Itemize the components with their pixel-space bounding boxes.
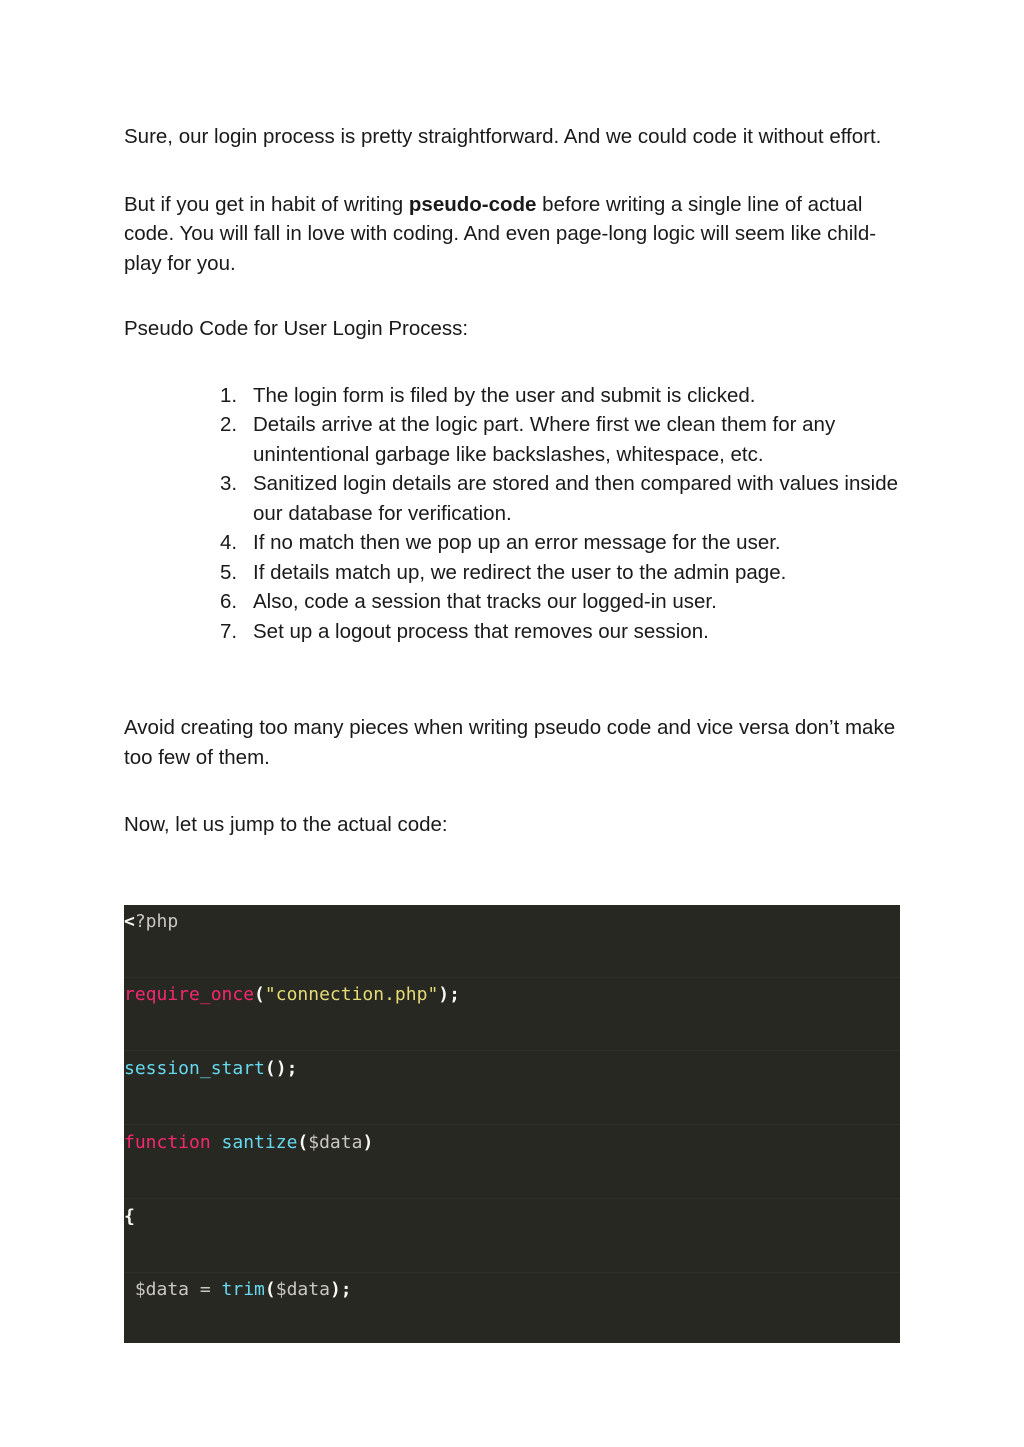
code-line-5 (124, 1200, 900, 1273)
list-item-text: Also, code a session that tracks our logged-in user. (253, 590, 717, 613)
code-token: ( (264, 1279, 276, 1300)
list-item-number: 3. (220, 472, 238, 495)
list-item (220, 410, 900, 469)
code-token: { (124, 1206, 135, 1227)
code-token: ?php (134, 911, 179, 932)
list-item-text: Set up a logout process that removes our session. (253, 619, 709, 643)
code-token: require_once (124, 984, 255, 1005)
code-token: ( (254, 984, 265, 1005)
list-item-number: 2. (220, 413, 238, 436)
list-item-number: 4. (220, 531, 238, 554)
code-token: (); (264, 1058, 298, 1079)
list-item-text: Details arrive at the logic part. Where first we clean them for any unintentional garbage like backslashes, whitespace, etc. (253, 413, 836, 466)
list-item-text: If no match then we pop up an error message for the user. (253, 531, 781, 554)
advice-paragraph: Avoid creating too many pieces when writing pseudo code and vice versa don’t make too few of them. (124, 716, 896, 769)
code-token: function (124, 1132, 211, 1153)
list-item-number: 5. (220, 560, 238, 584)
code-token: ); (438, 984, 460, 1005)
code-token: $data (275, 1279, 330, 1300)
list-item (220, 617, 900, 647)
pseudo-code-heading: Pseudo Code for User Login Process: (124, 317, 469, 340)
code-token: < (124, 911, 135, 932)
list-item (220, 558, 900, 588)
code-line-4 (124, 1126, 900, 1199)
list-item-text: Sanitized login details are stored and then compared with values inside our database for verification. (253, 472, 898, 525)
code-line-1 (124, 905, 900, 978)
list-item (220, 469, 900, 528)
code-line-3 (124, 1052, 900, 1125)
list-item (220, 528, 900, 558)
document-body (124, 122, 900, 840)
list-item-text: If details match up, we redirect the user to the admin page. (253, 560, 787, 584)
intro-paragraph: Sure, our login process is pretty straightforward. And we could code it without effort. (124, 125, 882, 148)
code-token: session_start (124, 1058, 265, 1079)
code-line-6 (124, 1273, 900, 1346)
pseudo-code-text-before: But if you get in habit of writing (124, 192, 409, 216)
login-steps-list (124, 381, 900, 647)
code-token: santize (221, 1132, 298, 1153)
pseudo-code-bold-term: pseudo-code (408, 192, 537, 216)
list-item-number: 1. (220, 383, 238, 407)
list-item-number: 6. (220, 590, 238, 613)
code-token: "connection.php" (264, 984, 439, 1005)
pseudo-code-text-after: before writing a single line of actual code. You will fall in love with coding. And even page-long logic will seem like child-play for you. (124, 192, 877, 275)
code-token: $data (308, 1132, 363, 1153)
code-token: ) (362, 1132, 374, 1153)
code-block (124, 905, 900, 1343)
code-token: ( (297, 1132, 309, 1153)
list-item (220, 587, 900, 617)
code-token: trim (221, 1279, 265, 1300)
list-item-text: The login form is filed by the user and submit is clicked. (253, 383, 756, 407)
list-item (220, 381, 900, 411)
code-token: ); (329, 1279, 352, 1300)
code-line-2 (124, 978, 900, 1051)
pseudo-code-paragraph (124, 190, 900, 279)
code-token: $data = (124, 1279, 222, 1300)
code-intro-paragraph: Now, let us jump to the actual code: (124, 813, 448, 836)
list-item-number: 7. (220, 619, 238, 643)
